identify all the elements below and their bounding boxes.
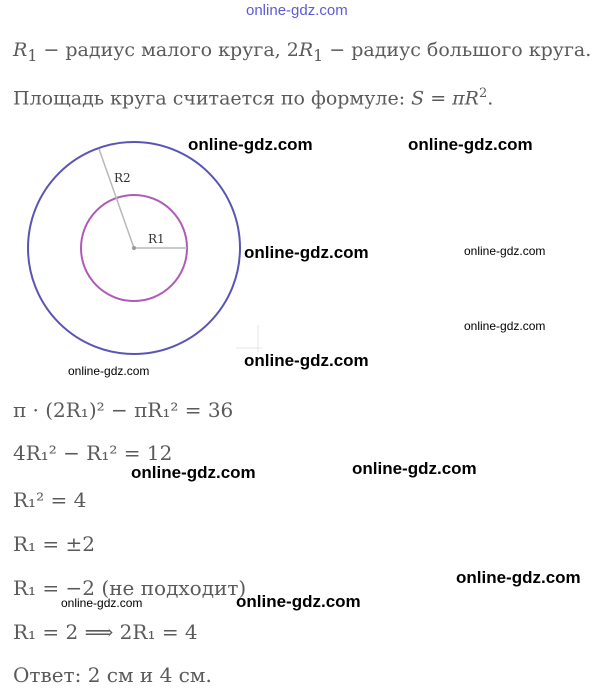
top-watermark: online-gdz.com xyxy=(246,2,348,19)
watermark: online-gdz.com xyxy=(244,243,369,262)
step-4: R₁ = ±2 xyxy=(13,532,96,556)
step-3: R₁² = 4 xyxy=(13,488,87,512)
formula-caption: Площадь круга считается по формуле: xyxy=(13,87,412,110)
watermark: online-gdz.com xyxy=(61,596,143,610)
center-point xyxy=(132,246,136,250)
watermark: online-gdz.com xyxy=(244,351,369,370)
sub-1: 1 xyxy=(27,45,38,65)
formula-period: . xyxy=(487,87,494,110)
formula: S = πR xyxy=(411,87,479,110)
var-r2: R xyxy=(298,39,314,61)
sub-2: 1 xyxy=(313,45,324,65)
watermark: online-gdz.com xyxy=(464,319,546,333)
watermark: online-gdz.com xyxy=(68,364,150,378)
intro-text-b: − радиус большого круга. xyxy=(323,39,592,61)
watermark: online-gdz.com xyxy=(408,135,533,154)
step-6: R₁ = 2 ⟹ 2R₁ = 4 xyxy=(13,620,198,644)
formula-sup: 2 xyxy=(478,86,488,101)
answer: Ответ: 2 см и 4 см. xyxy=(13,663,212,687)
watermark: online-gdz.com xyxy=(188,135,313,154)
watermark: online-gdz.com xyxy=(464,244,546,258)
outer-radius xyxy=(99,149,134,248)
watermark: online-gdz.com xyxy=(352,459,477,478)
step-1: π · (2R₁)² − πR₁² = 36 xyxy=(13,398,234,422)
step-2: 4R₁² − R₁² = 12 xyxy=(13,441,173,465)
outer-radius-label: R2 xyxy=(114,171,131,185)
watermark: online-gdz.com xyxy=(236,592,361,611)
watermark: online-gdz.com xyxy=(131,463,256,482)
var-r: R xyxy=(13,39,28,61)
step-5: R₁ = −2 (не подходит) xyxy=(13,576,247,600)
inner-radius-label: R1 xyxy=(148,232,165,246)
intro-text-a: − радиус малого круга, 2 xyxy=(37,39,299,61)
watermark: online-gdz.com xyxy=(456,568,581,587)
